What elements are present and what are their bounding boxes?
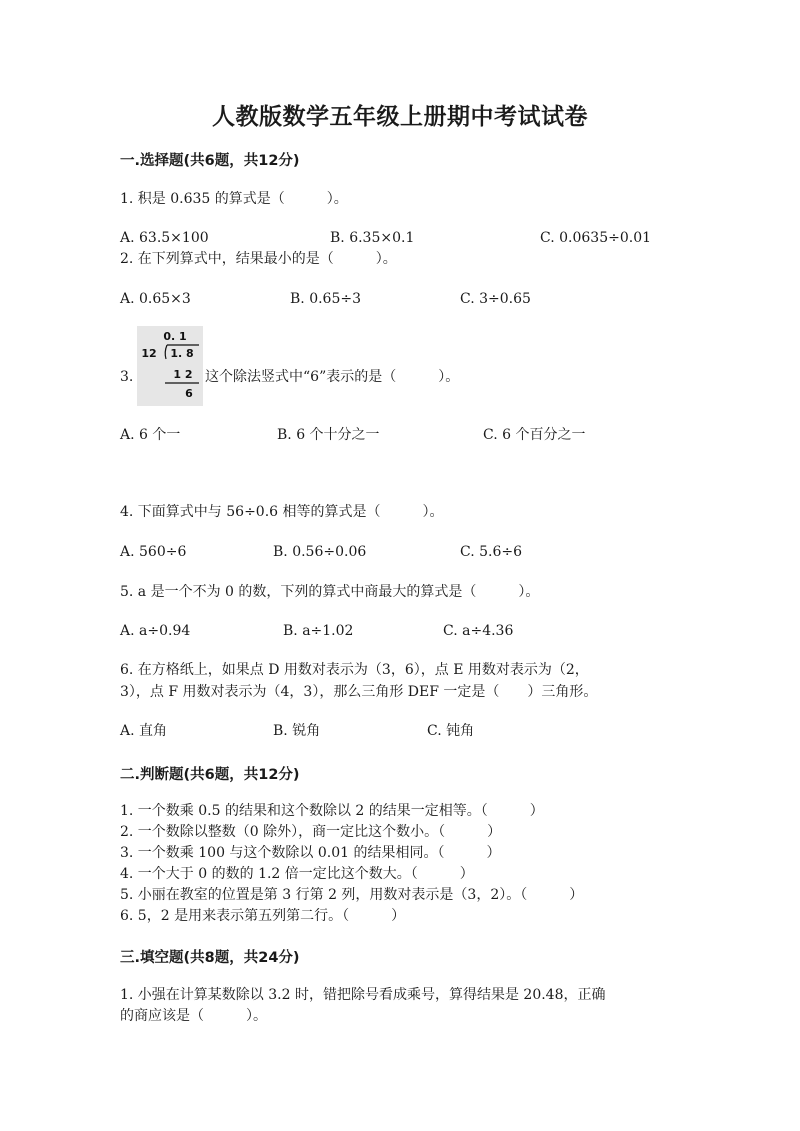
- question-2-option-c: C. 3÷0.65: [460, 291, 531, 307]
- question-3-option-a: A. 6 个一: [120, 427, 181, 443]
- judge-item-4: 4. 一个大于 0 的数的 1.2 倍一定比这个数大。（ ）: [120, 866, 474, 882]
- question-4-option-c: C. 5.6÷6: [460, 544, 523, 560]
- judge-item-1: 1. 一个数乘 0.5 的结果和这个数除以 2 的结果一定相等。（ ）: [120, 803, 544, 819]
- division-remainder: 6: [185, 387, 193, 400]
- question-4-stem: 4. 下面算式中与 56÷0.6 相等的算式是（ ）。: [120, 504, 444, 520]
- page-title: 人教版数学五年级上册期中考试试卷: [212, 104, 588, 130]
- question-2-option-a: A. 0.65×3: [120, 291, 191, 307]
- division-divisor: 12: [141, 347, 157, 360]
- question-4-option-a: A. 560÷6: [120, 544, 187, 560]
- section-heading-choice: 一.选择题(共6题，共12分): [120, 153, 300, 169]
- division-bracket: [165, 345, 167, 359]
- question-5-option-c: C. a÷4.36: [443, 623, 514, 639]
- division-dividend: 1. 8: [170, 347, 194, 360]
- question-3-option-c: C. 6 个百分之一: [483, 427, 586, 443]
- question-6-option-a: A. 直角: [120, 723, 168, 739]
- division-quotient: 0. 1: [163, 330, 187, 343]
- question-6-stem-line-2: 3），点 F 用数对表示为（4，3），那么三角形 DEF 一定是（ ）三角形。: [120, 684, 598, 700]
- question-1-stem: 1. 积是 0.635 的算式是（ ）。: [120, 191, 348, 207]
- question-1-option-a: A. 63.5×100: [120, 230, 209, 246]
- question-2-stem: 2. 在下列算式中，结果最小的是（ ）。: [120, 251, 397, 267]
- fill-question-1-line-2: 的商应该是（ ）。: [120, 1008, 267, 1024]
- long-division-figure: [137, 326, 203, 406]
- section-heading-fill-blank: 三.填空题(共8题，共24分): [120, 950, 300, 966]
- question-3-option-b: B. 6 个十分之一: [277, 427, 380, 443]
- question-6-option-c: C. 钝角: [427, 723, 475, 739]
- judge-item-5: 5. 小丽在教室的位置是第 3 行第 2 列，用数对表示是（3，2）。（ ）: [120, 887, 584, 903]
- question-5-option-a: A. a÷0.94: [120, 623, 191, 639]
- question-3-stem: 这个除法竖式中“6”表示的是（ ）。: [205, 369, 460, 385]
- question-6-stem-line-1: 6. 在方格纸上，如果点 D 用数对表示为（3，6），点 E 用数对表示为（2，: [120, 662, 589, 678]
- question-6-option-b: B. 锐角: [273, 723, 321, 739]
- question-4-option-b: B. 0.56÷0.06: [273, 544, 367, 560]
- question-1-option-c: C. 0.0635÷0.01: [540, 230, 652, 246]
- question-5-option-b: B. a÷1.02: [283, 623, 354, 639]
- judge-item-3: 3. 一个数乘 100 与这个数除以 0.01 的结果相同。（ ）: [120, 845, 501, 861]
- judge-item-2: 2. 一个数除以整数（0 除外），商一定比这个数小。（ ）: [120, 824, 502, 840]
- section-heading-true-false: 二.判断题(共6题，共12分): [120, 767, 300, 783]
- question-3-number: 3.: [120, 369, 134, 385]
- question-2-option-b: B. 0.65÷3: [290, 291, 361, 307]
- question-1-option-b: B. 6.35×0.1: [330, 230, 415, 246]
- question-5-stem: 5. a 是一个不为 0 的数，下列的算式中商最大的算式是（ ）。: [120, 584, 540, 600]
- fill-question-1-line-1: 1. 小强在计算某数除以 3.2 时，错把除号看成乘号，算得结果是 20.48，正确: [120, 987, 606, 1003]
- judge-item-6: 6. 5，2 是用来表示第五列第二行。（ ）: [120, 908, 406, 924]
- division-product: 1 2: [173, 368, 193, 381]
